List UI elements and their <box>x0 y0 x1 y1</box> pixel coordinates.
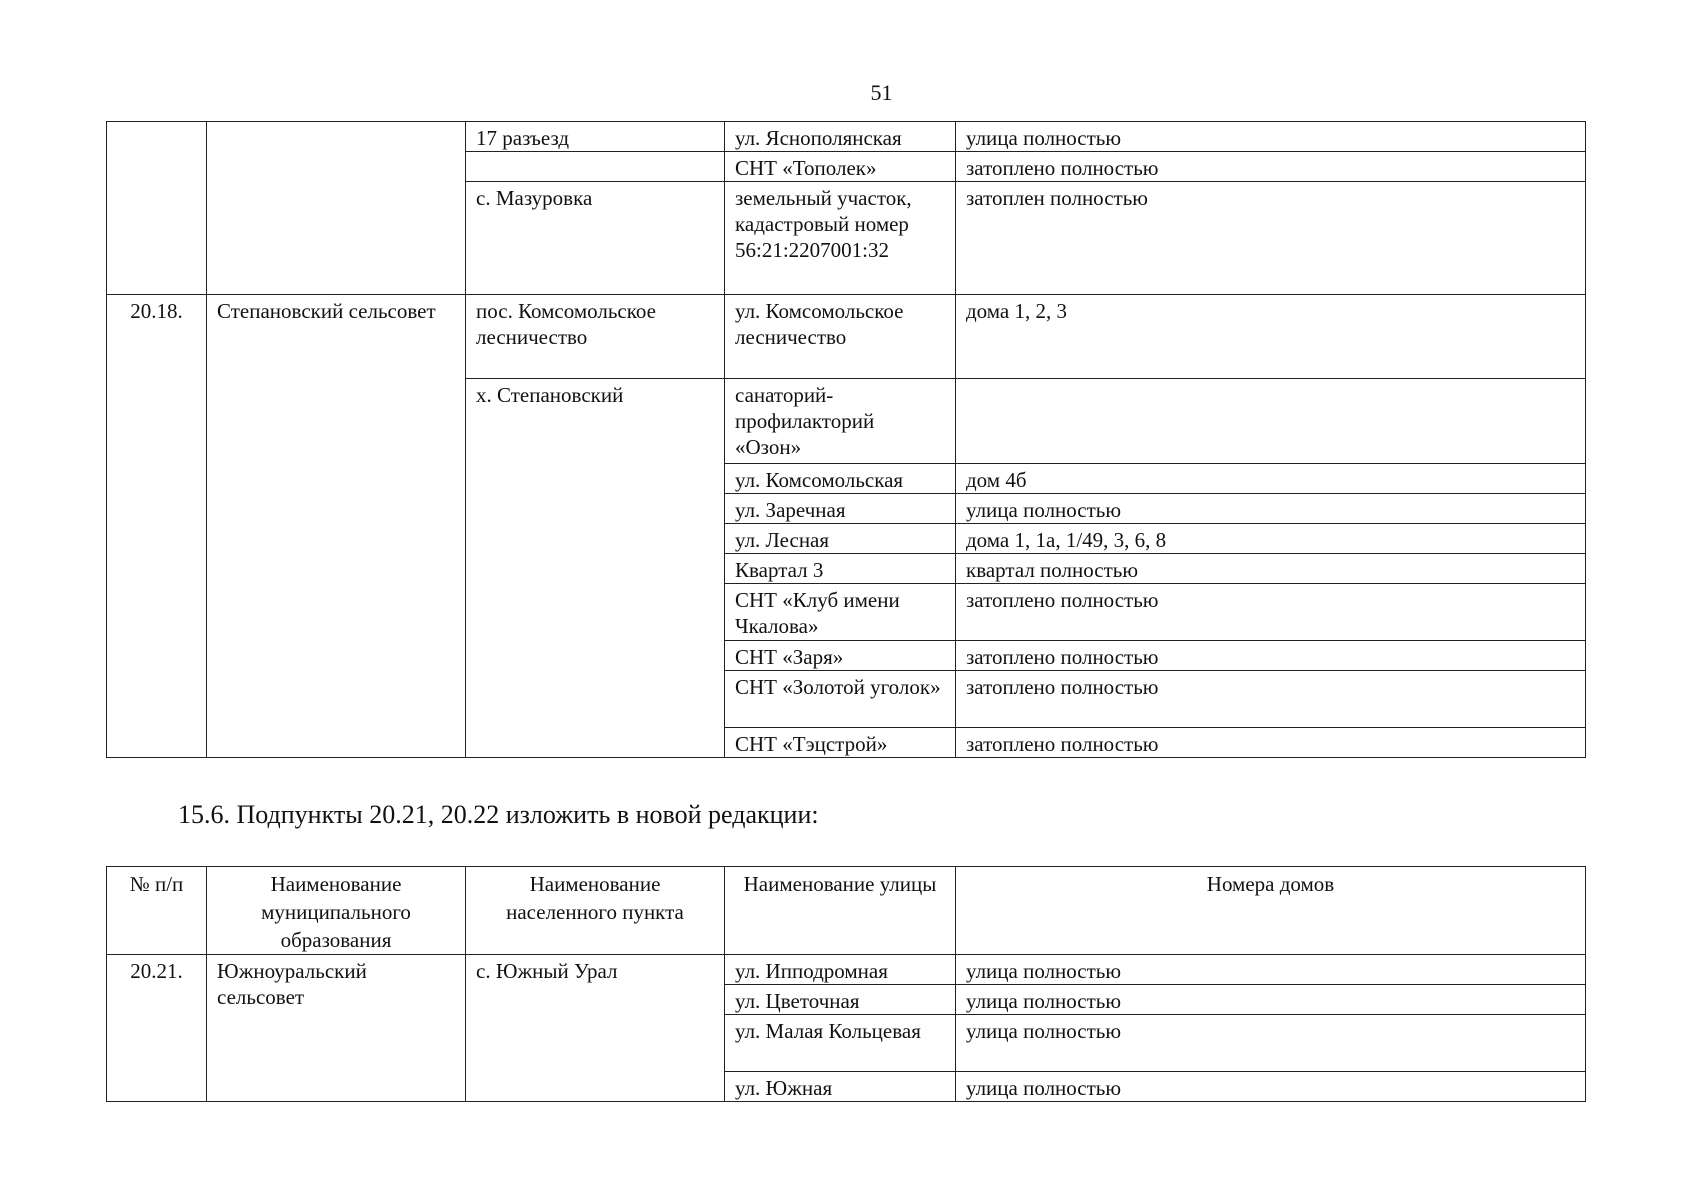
table-row <box>107 295 1586 379</box>
houses-cell: дома 1, 2, 3 <box>956 295 1586 379</box>
municipality-cell <box>207 122 466 295</box>
street-cell: ул. Комсомольская <box>725 464 956 494</box>
municipality-cell: Южноуральский сельсовет <box>207 955 466 1102</box>
settlement-cell: с. Мазуровка <box>466 182 725 295</box>
section-heading: 15.6. Подпункты 20.21, 20.22 изложить в новой редакции: <box>178 800 819 829</box>
header-municipality: Наименование муниципального образования <box>207 867 466 955</box>
street-cell: ул. Яснополянская <box>725 122 956 152</box>
houses-cell: затоплено полностью <box>956 152 1586 182</box>
street-cell: ул. Цветочная <box>725 985 956 1015</box>
street-cell: ул. Ипподромная <box>725 955 956 985</box>
table-header-row <box>107 867 1586 955</box>
houses-cell: затоплено полностью <box>956 671 1586 728</box>
street-cell: санаторий-профилакторий «Озон» <box>725 379 956 464</box>
table-row <box>107 955 1586 985</box>
houses-cell: улица полностью <box>956 122 1586 152</box>
street-cell: СНТ «Заря» <box>725 641 956 671</box>
page-number: 51 <box>870 80 893 105</box>
houses-cell: улица полностью <box>956 1015 1586 1072</box>
header-num: № п/п <box>107 867 207 955</box>
settlement-cell <box>466 152 725 182</box>
houses-cell: улица полностью <box>956 985 1586 1015</box>
num-cell: 20.21. <box>107 955 207 1102</box>
settlement-cell: 17 разъезд <box>466 122 725 152</box>
municipality-cell: Степановский сельсовет <box>207 295 466 758</box>
header-houses: Номера домов <box>956 867 1586 955</box>
street-cell: Квартал 3 <box>725 554 956 584</box>
settlement-cell: х. Степановский <box>466 379 725 758</box>
street-cell: СНТ «Тэцстрой» <box>725 728 956 758</box>
settlement-cell: с. Южный Урал <box>466 955 725 1102</box>
houses-cell: улица полностью <box>956 955 1586 985</box>
houses-cell: улица полностью <box>956 1072 1586 1102</box>
header-street: Наименование улицы <box>725 867 956 955</box>
houses-cell: затоплено полностью <box>956 584 1586 641</box>
street-cell: СНТ «Тополек» <box>725 152 956 182</box>
houses-cell: затоплено полностью <box>956 728 1586 758</box>
houses-cell: дома 1, 1а, 1/49, 3, 6, 8 <box>956 524 1586 554</box>
num-cell <box>107 122 207 295</box>
street-cell: СНТ «Клуб имени Чкалова» <box>725 584 956 641</box>
street-cell: ул. Южная <box>725 1072 956 1102</box>
houses-cell: квартал полностью <box>956 554 1586 584</box>
houses-cell: дом 4б <box>956 464 1586 494</box>
houses-cell: затоплено полностью <box>956 641 1586 671</box>
table-row <box>107 122 1586 152</box>
street-cell: земельный участок, кадастровый номер 56:21:2207001:32 <box>725 182 956 295</box>
houses-cell <box>956 379 1586 464</box>
street-cell: СНТ «Золотой уголок» <box>725 671 956 728</box>
street-cell: ул. Заречная <box>725 494 956 524</box>
street-cell: ул. Лесная <box>725 524 956 554</box>
flood-zone-table-continued <box>106 121 1586 758</box>
houses-cell: затоплен полностью <box>956 182 1586 295</box>
header-settlement: Наименование населенного пункта <box>466 867 725 955</box>
street-cell: ул. Малая Кольцевая <box>725 1015 956 1072</box>
houses-cell: улица полностью <box>956 494 1586 524</box>
street-cell: ул. Комсомольское лесничество <box>725 295 956 379</box>
num-cell: 20.18. <box>107 295 207 758</box>
flood-zone-table-new <box>106 866 1586 1102</box>
settlement-cell: пос. Комсомольское лесничество <box>466 295 725 379</box>
